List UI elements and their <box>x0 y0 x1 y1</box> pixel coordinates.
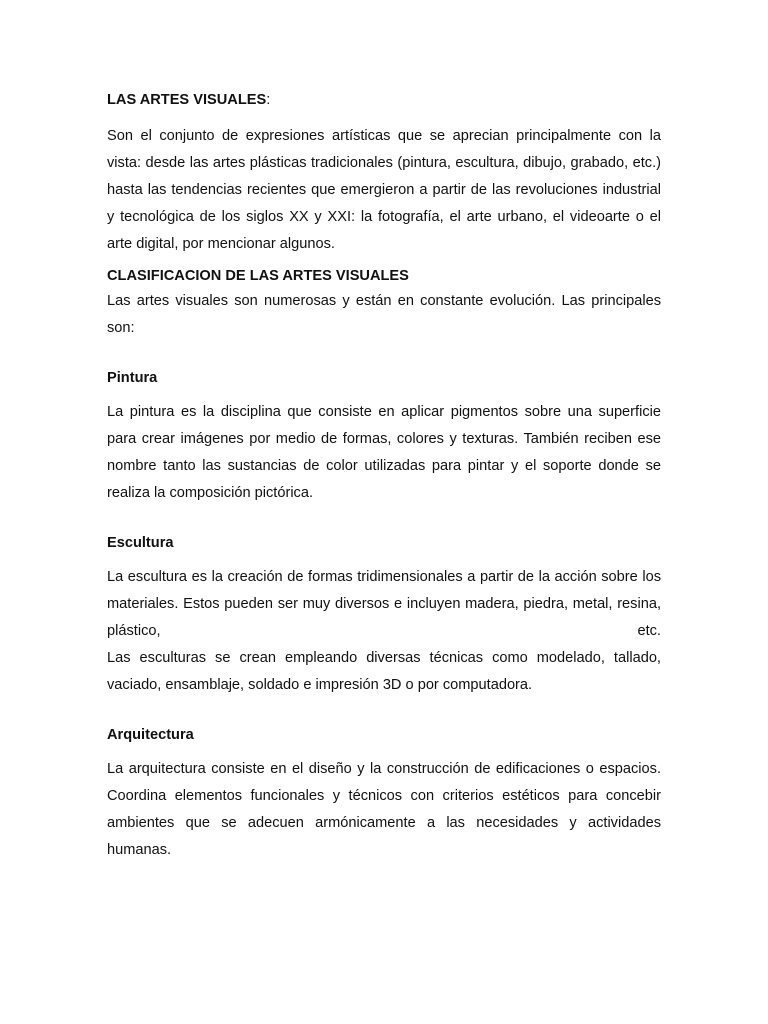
section-paragraph-arquitectura: La arquitectura consiste en el diseño y la construcción de edificaciones o espacios. Coordina elementos funcionales y técnicos con criterios estéticos para concebir ambientes que se adecuen armónicamente a las necesidades y actividades humanas. <box>107 761 661 858</box>
document-title-colon: : <box>266 92 271 108</box>
section-paragraph-escultura-2: Las esculturas se crean empleando diversas técnicas como modelado, tallado, vaciado, ensamblaje, soldado e impresión 3D o por computadora. <box>107 650 661 693</box>
intro-paragraph: Son el conjunto de expresiones artísticas que se aprecian principalmente con la vista: desde las artes plásticas tradicionales (pintura, escultura, dibujo, grabado, etc.) hasta las tendencias recientes que emergieron a partir de las revoluciones industrial y tecnológica de los siglos XX y XXI: la fotografía, el arte urbano, el videoarte o el arte digital, por mencionar algunos. <box>107 128 661 252</box>
classification-intro-paragraph: Las artes visuales son numerosas y están en constante evolución. Las principales son: <box>107 293 661 336</box>
document-title <box>107 87 661 114</box>
classification-heading: CLASIFICACION DE LAS ARTES VISUALES <box>107 268 409 284</box>
section-paragraph-pintura: La pintura es la disciplina que consiste en aplicar pigmentos sobre una superficie para crear imágenes por medio de formas, colores y texturas. También reciben ese nombre tanto las sustancias de color utilizadas para pintar y el soporte donde se realiza la composición pictórica. <box>107 404 661 501</box>
section-heading-escultura: Escultura <box>107 535 174 551</box>
section-heading-arquitectura: Arquitectura <box>107 727 194 743</box>
document-title-text: LAS ARTES VISUALES <box>107 92 267 108</box>
section-heading-pintura: Pintura <box>107 370 158 386</box>
section-paragraph-escultura-1: La escultura es la creación de formas tridimensionales a partir de la acción sobre los materiales. Estos pueden ser muy diversos e incluyen madera, piedra, metal, resina, plástico, etc. <box>107 569 661 639</box>
document-body <box>107 87 661 864</box>
